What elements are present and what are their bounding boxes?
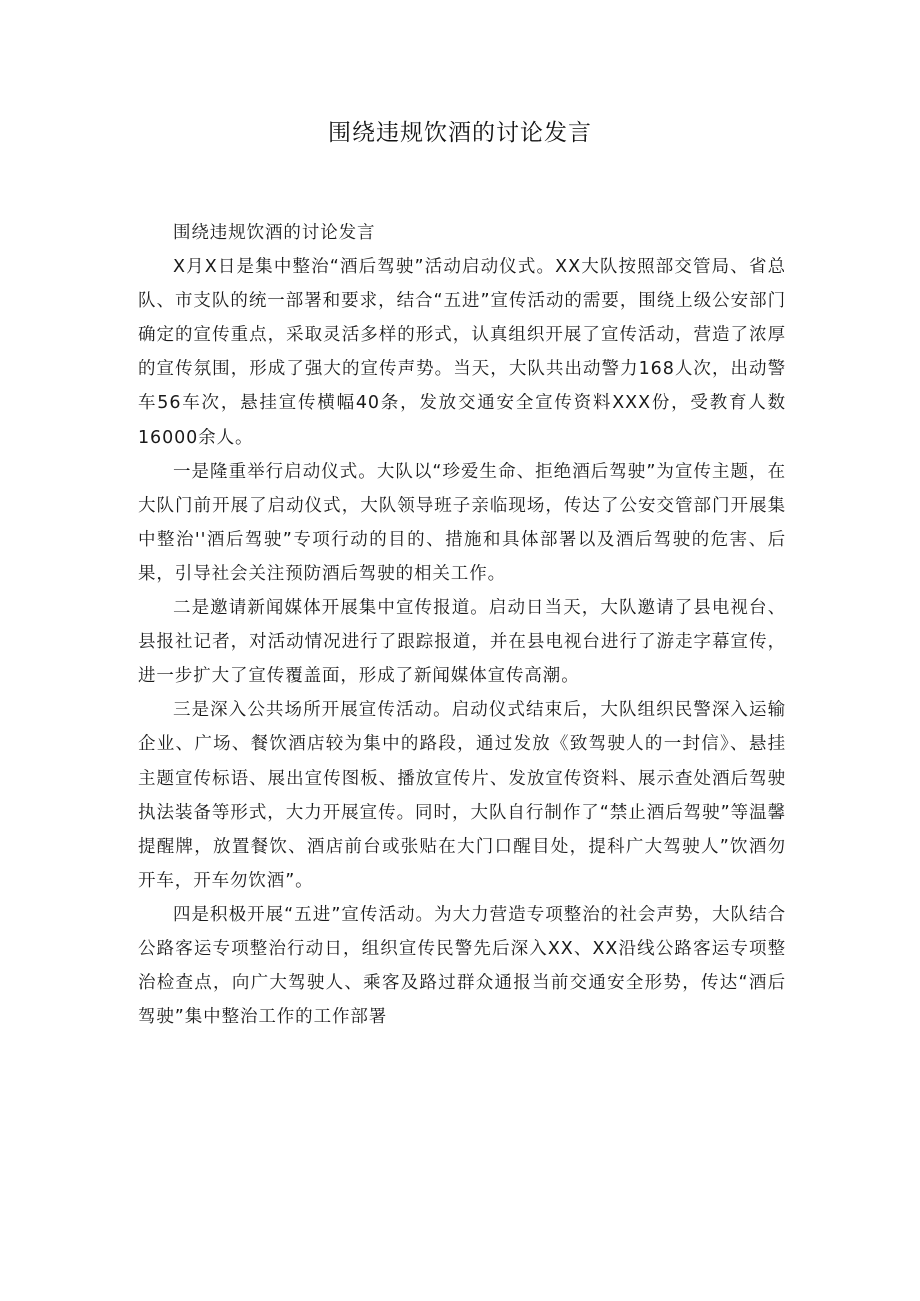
paragraph-point-4: 四是积极开展“五进”宣传活动。为大力营造专项整治的社会声势，大队结合公路客运专项整治行动日，组织宣传民警先后深入XX、XX沿线公路客运专项整治检查点，向广大驾驶人、乘客及路过群众通报当前交通安全形势，传达“酒后驾驶”集中整治工作的工作部署 [138,904,786,1028]
paragraph-intro: X月X日是集中整治“酒后驾驶”活动启动仪式。XX大队按照部交管局、省总队、市支队的统一部署和要求，结合“五进”宣传活动的需要，围绕上级公安部门确定的宣传重点，采取灵活多样的形式，认真组织开展了宣传活动，营造了浓厚的宣传氛围，形成了强大的宣传声势。当天，大队共出动警力168人次，出动警车56车次，悬挂宣传横幅40条，发放交通安全宣传资料XXX份，受教育人数16000余人。 [138,257,786,448]
paragraph-point-3: 三是深入公共场所开展宣传活动。启动仪式结束后，大队组织民警深入运输企业、广场、餐饮酒店较为集中的路段，通过发放《致驾驶人的一封信》、悬挂主题宣传标语、展出宣传图板、播放宣传片、发放宣传资料、展示查处酒后驾驶执法装备等形式，大力开展宣传。同时，大队自行制作了“禁止酒后驾驶”等温馨提醒牌，放置餐饮、酒店前台或张贴在大门口醒目处，提科广大驾驶人”饮酒勿开车，开车勿饮酒”。 [138,700,786,891]
paragraph-point-2: 二是邀请新闻媒体开展集中宣传报道。启动日当天，大队邀请了县电视台、县报社记者，对活动情况进行了跟踪报道，并在县电视台进行了游走字幕宣传，进一步扩大了宣传覆盖面，形成了新闻媒体宣传高潮。 [138,598,786,687]
paragraph-subtitle: 围绕违规饮酒的讨论发言 [173,223,376,243]
document-title: 围绕违规饮酒的讨论发言 [328,119,592,145]
paragraph-point-1: 一是隆重举行启动仪式。大队以“珍爱生命、拒绝酒后驾驶”为宣传主题，在大队门前开展了启动仪式，大队领导班子亲临现场，传达了公安交管部门开展集中整治''酒后驾驶”专项行动的目的、措施和具体部署以及酒后驾驶的危害、后果，引导社会关注预防酒后驾驶的相关工作。 [138,461,786,584]
document-body [138,216,786,1034]
